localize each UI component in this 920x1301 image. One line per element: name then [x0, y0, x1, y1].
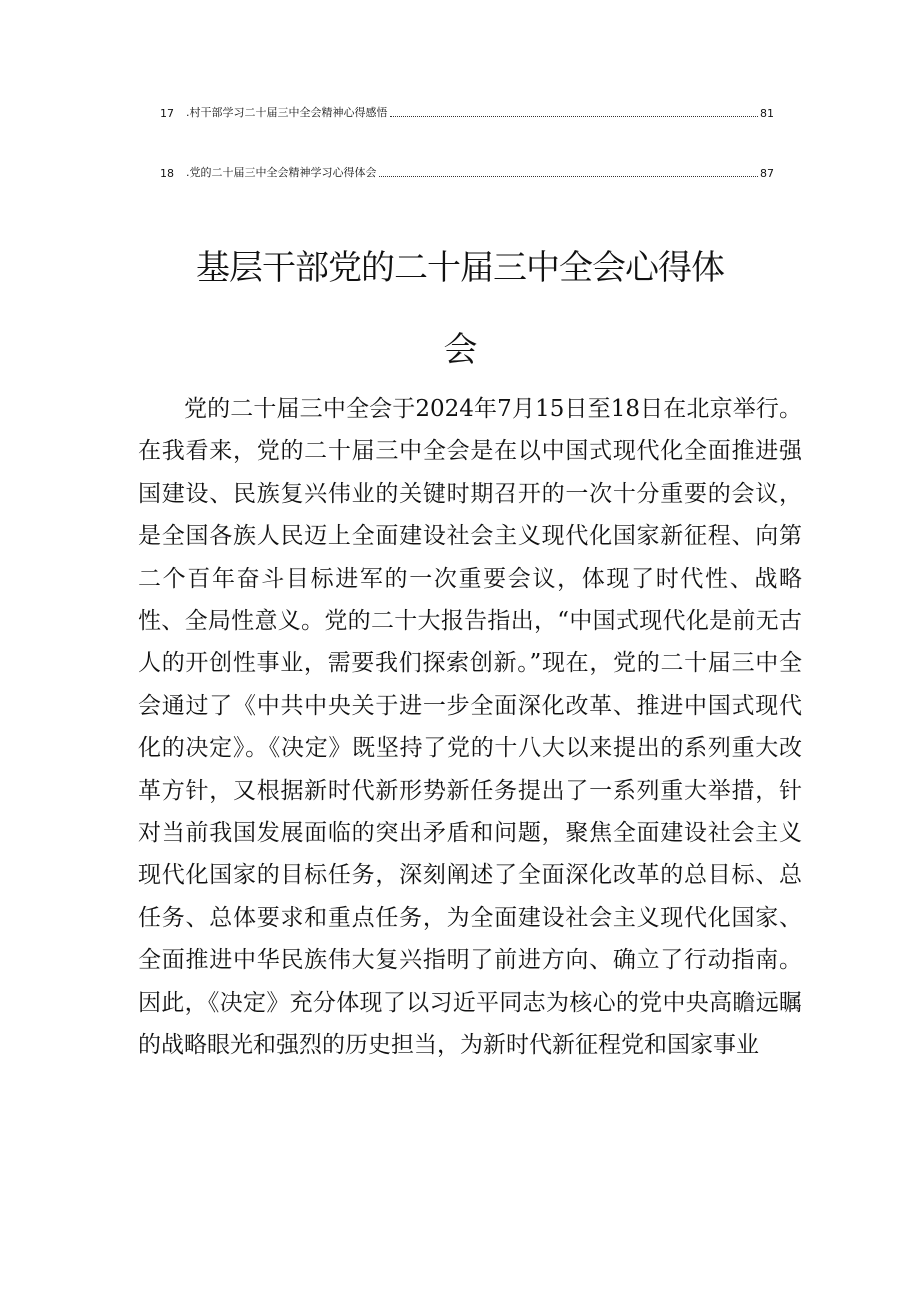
- toc-entry-title: .村干部学习二十届三中全会精神心得感悟: [186, 106, 388, 119]
- toc-entry-18[interactable]: [160, 164, 774, 180]
- toc-entry-page: 81: [760, 107, 774, 120]
- toc-entry-number: 17: [160, 107, 174, 120]
- toc-entry-title: .党的二十届三中全会精神学习心得体会: [186, 166, 377, 179]
- toc-entry-number: 18: [160, 167, 174, 180]
- article-body-paragraph: 党的二十届三中全会于2024年7月15日至18日在北京举行。在我看来，党的二十届三中全会是在以中国式现代化全面推进强国建设、民族复兴伟业的关键时期召开的一次十分重要的会议，是全国各族人民迈上全面建设社会主义现代化国家新征程、向第二个百年奋斗目标进军的一次重要会议，体现了时代性、战略性、全局性意义。党的二十大报告指出，“中国式现代化是前无古人的开创性事业，需要我们探索创新。”现在，党的二十届三中全会通过了《中共中央关于进一步全面深化改革、推进中国式现代化的决定》。《决定》既坚持了党的十八大以来提出的系列重大改革方针，又根据新时代新形势新任务提出了一系列重大举措，针对当前我国发展面临的突出矛盾和问题，聚焦全面建设社会主义现代化国家的目标任务，深刻阐述了全面深化改革的总目标、总任务、总体要求和重点任务，为全面建设社会主义现代化国家、全面推进中华民族伟大复兴指明了前进方向、确立了行动指南。因此，《决定》充分体现了以习近平同志为核心的党中央高瞻远瞩的战略眼光和强烈的历史担当，为新时代新征程党和国家事业: [138, 396, 802, 1059]
- toc-entry-page: 87: [760, 167, 774, 180]
- toc-leader-dots: [390, 115, 759, 117]
- article-title-line-1: 基层干部党的二十届三中全会心得体: [196, 248, 724, 288]
- toc-entry-17[interactable]: [160, 104, 774, 120]
- article-title-line-2: 会: [443, 330, 477, 370]
- toc-leader-dots: [379, 175, 759, 177]
